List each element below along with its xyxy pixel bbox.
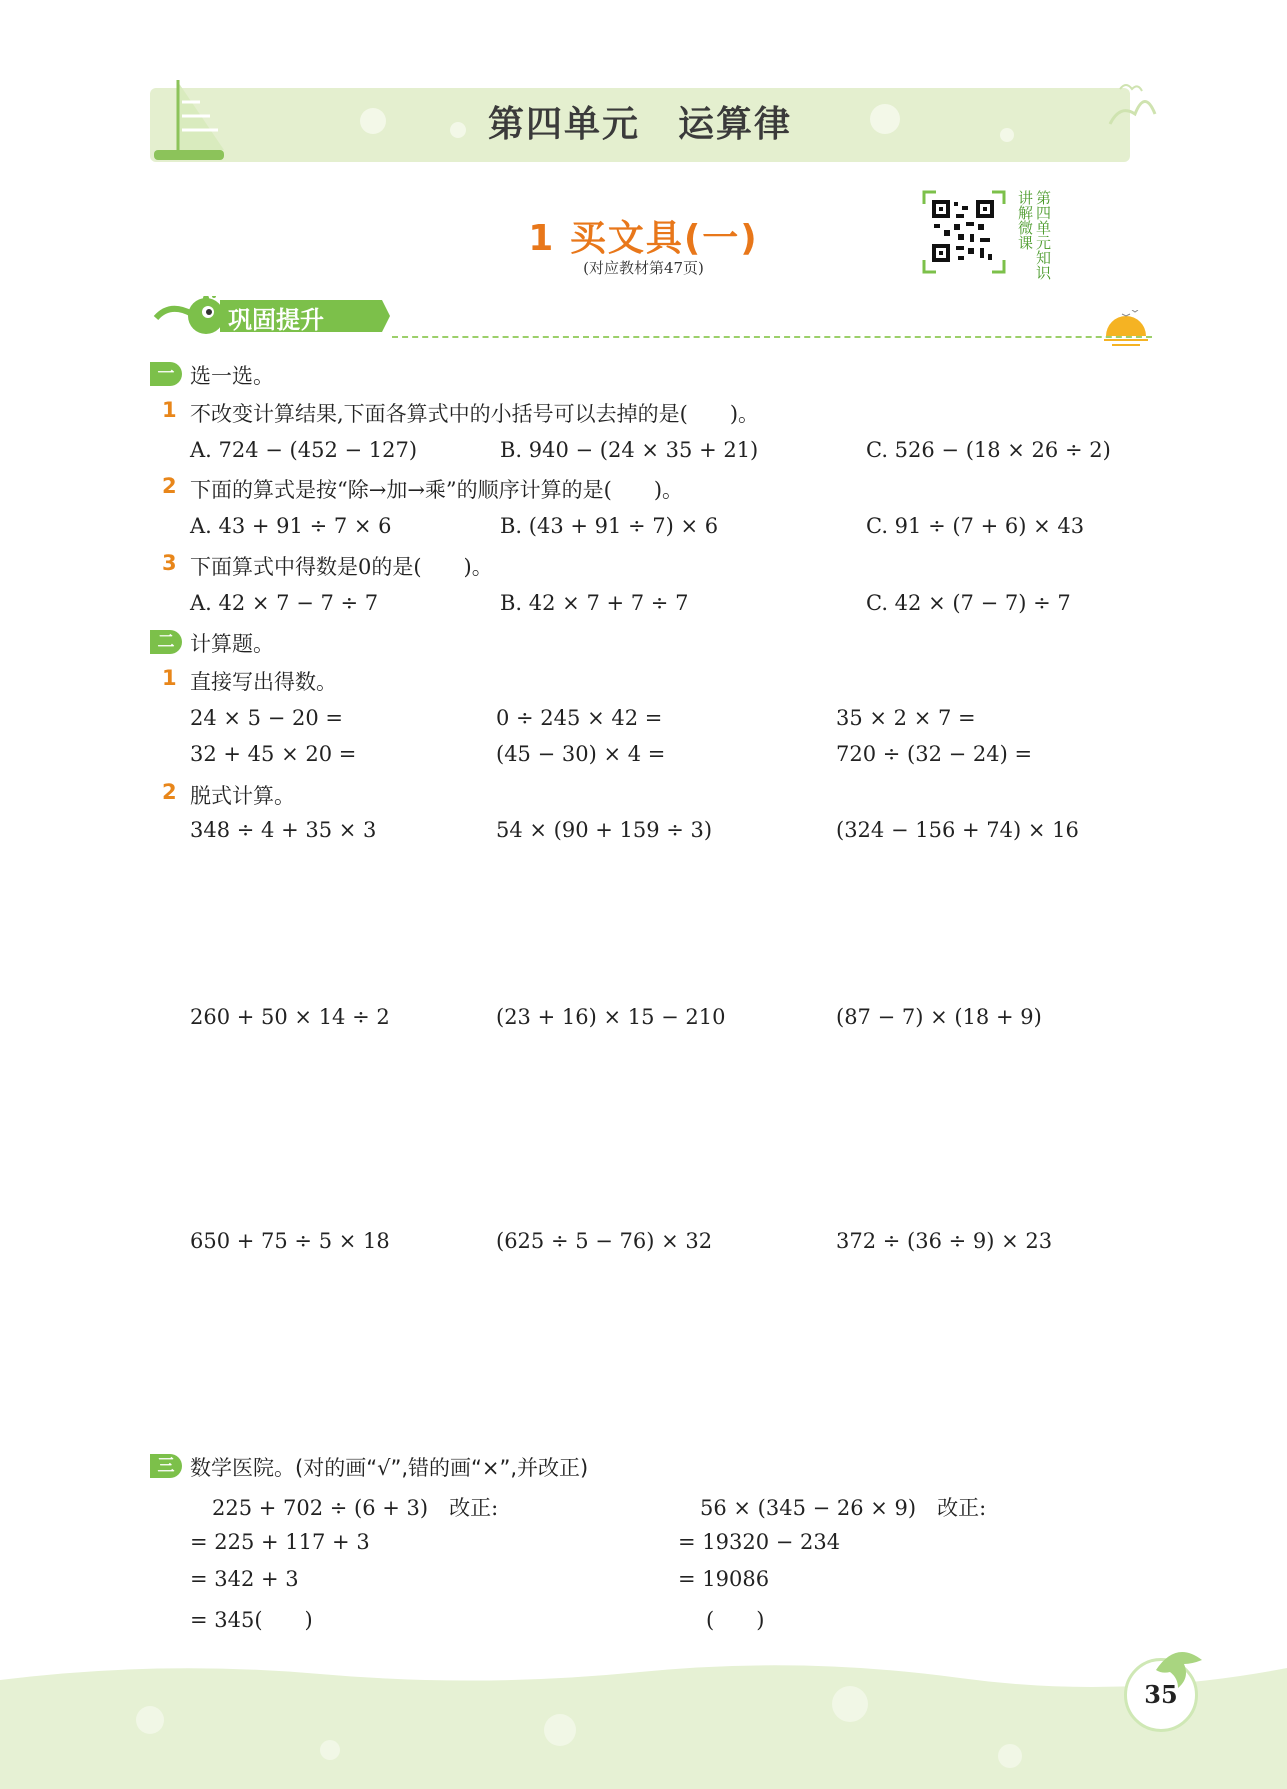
- sunset-icon: [1102, 310, 1152, 350]
- option-b[interactable]: B. 940 − (24 × 35 + 21): [500, 438, 759, 462]
- lesson-title: 1 买文具(一): [528, 218, 759, 259]
- option-b[interactable]: B. (43 + 91 ÷ 7) × 6: [500, 514, 719, 538]
- expression: 348 ÷ 4 + 35 × 3: [190, 818, 377, 842]
- unit-title: 第四单元 运算律: [487, 104, 792, 145]
- option-a[interactable]: A. 42 × 7 − 7 ÷ 7: [190, 591, 379, 615]
- expression: 54 × (90 + 159 ÷ 3): [496, 818, 713, 842]
- expression: 720 ÷ (32 − 24) =: [836, 742, 1033, 766]
- question-text: 不改变计算结果,下面各算式中的小括号可以去掉的是( )。: [190, 402, 760, 426]
- diagnosis-line: ( ): [706, 1608, 765, 1632]
- lesson-subtitle: (对应教材第47页): [583, 259, 704, 277]
- section-title: 数学医院。(对的画“√”,错的画“×”,并改正): [190, 1456, 589, 1480]
- option-c[interactable]: C. 91 ÷ (7 + 6) × 43: [866, 514, 1085, 538]
- diagnosis-line: 225 + 702 ÷ (6 + 3) 改正:: [212, 1496, 499, 1520]
- question-number: 3: [162, 551, 177, 575]
- expression: 260 + 50 × 14 ÷ 2: [190, 1005, 390, 1029]
- page-number: 35: [1144, 1680, 1178, 1709]
- question-text: 直接写出得数。: [190, 670, 337, 694]
- section-title: 计算题。: [190, 632, 274, 656]
- option-c[interactable]: C. 42 × (7 − 7) ÷ 7: [866, 591, 1071, 615]
- expression: (23 + 16) × 15 − 210: [496, 1005, 726, 1029]
- expression: (625 ÷ 5 − 76) × 32: [496, 1229, 713, 1253]
- question-number: 2: [162, 780, 177, 804]
- diagnosis-line: = 345( ): [190, 1608, 313, 1632]
- expression: 24 × 5 − 20 =: [190, 706, 343, 730]
- question-number: 1: [162, 398, 177, 422]
- section-title: 选一选。: [190, 364, 274, 388]
- expression: (324 − 156 + 74) × 16: [836, 818, 1079, 842]
- option-a[interactable]: A. 43 + 91 ÷ 7 × 6: [190, 514, 392, 538]
- section-badge: 二: [150, 630, 182, 654]
- question-number: 1: [162, 666, 177, 690]
- option-b[interactable]: B. 42 × 7 + 7 ÷ 7: [500, 591, 689, 615]
- diagnosis-line: = 342 + 3: [190, 1567, 299, 1591]
- option-a[interactable]: A. 724 − (452 − 127): [190, 438, 418, 462]
- divider: [392, 336, 1152, 338]
- diagnosis-line: = 19320 − 234: [678, 1530, 841, 1554]
- consolidate-label: 巩固提升: [228, 306, 324, 334]
- diagnosis-line: 56 × (345 − 26 × 9) 改正:: [700, 1496, 987, 1520]
- section-badge: 三: [150, 1454, 182, 1478]
- diagnosis-line: = 225 + 117 + 3: [190, 1530, 370, 1554]
- qr-caption: 第四单元知识讲解微课: [1016, 190, 1052, 280]
- question-text: 下面算式中得数是0的是( )。: [190, 555, 493, 579]
- footer-wave: [0, 1660, 1287, 1789]
- expression: 650 + 75 ÷ 5 × 18: [190, 1229, 390, 1253]
- expression: 32 + 45 × 20 =: [190, 742, 357, 766]
- expression: (45 − 30) × 4 =: [496, 742, 666, 766]
- diagnosis-line: = 19086: [678, 1567, 770, 1591]
- qr-frame-icon: [922, 190, 1006, 274]
- expression: 35 × 2 × 7 =: [836, 706, 976, 730]
- expression: 372 ÷ (36 ÷ 9) × 23: [836, 1229, 1053, 1253]
- section-badge: 一: [150, 362, 182, 386]
- question-number: 2: [162, 474, 177, 498]
- expression: 0 ÷ 245 × 42 =: [496, 706, 663, 730]
- expression: (87 − 7) × (18 + 9): [836, 1005, 1042, 1029]
- question-text: 下面的算式是按“除→加→乘”的顺序计算的是( )。: [190, 478, 684, 502]
- option-c[interactable]: C. 526 − (18 × 26 ÷ 2): [866, 438, 1111, 462]
- question-text: 脱式计算。: [190, 784, 295, 808]
